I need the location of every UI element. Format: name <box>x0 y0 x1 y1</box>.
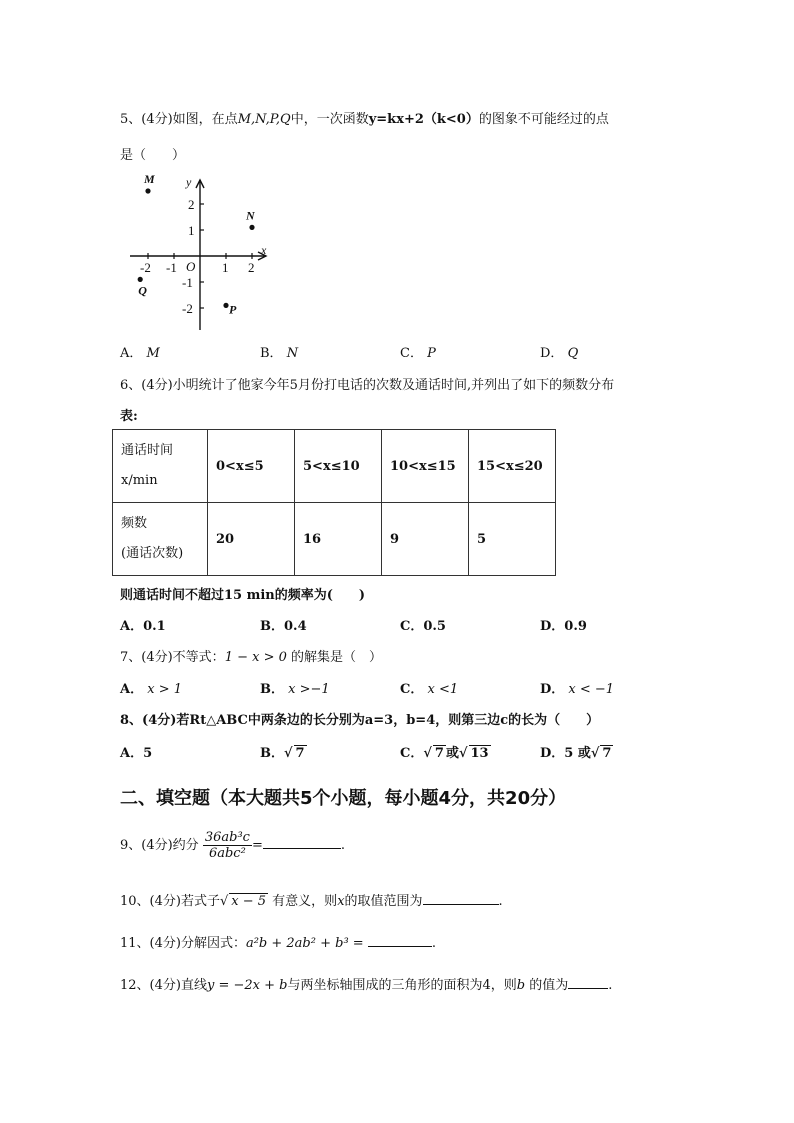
option-value: Q <box>567 346 579 361</box>
range-cell: 10<x≤15 <box>390 458 456 474</box>
y-tick-label: 2 <box>188 197 195 212</box>
sqrt-icon: √ <box>423 746 432 761</box>
count-cell: 20 <box>216 531 235 547</box>
header-count-sub: (通话次数) <box>121 546 184 561</box>
option-letter: C． <box>400 619 424 634</box>
q6-question <box>120 584 365 603</box>
option-value: x > 1 <box>147 682 182 697</box>
q5-points <box>138 172 256 316</box>
option-letter: A． <box>120 346 143 361</box>
q6-option-c[interactable] <box>400 615 446 634</box>
option-value: P <box>427 346 436 361</box>
period: . <box>431 936 436 951</box>
q5-function: y=kx+2（k<0） <box>368 112 479 127</box>
option-value: 0.1 <box>143 619 166 634</box>
option-letter: D． <box>540 682 565 697</box>
table-header-cell <box>113 503 208 576</box>
q6-question-text: 则通话时间不超过15 min的频率为( ) <box>120 588 366 603</box>
q7-option-c[interactable] <box>400 678 458 697</box>
q5-option-c[interactable] <box>400 342 436 361</box>
q9-stem-text: 9、(4分)约分 <box>120 838 199 853</box>
radicand: 7 <box>602 746 612 761</box>
q6-option-d[interactable] <box>540 615 587 634</box>
option-letter: C． <box>400 746 424 761</box>
x-axis-label: x <box>261 243 267 257</box>
equals-sign: = <box>251 838 263 853</box>
variable: b <box>516 978 526 993</box>
sqrt-icon: √ <box>590 746 600 761</box>
q5-axes <box>130 180 266 330</box>
option-letter: C． <box>400 346 423 361</box>
table-cell <box>382 503 469 576</box>
table-cell <box>295 503 382 576</box>
q6-options <box>120 615 680 635</box>
q12-stem <box>120 974 612 993</box>
option-letter: C． <box>400 682 424 697</box>
range-cell: 15<x≤20 <box>477 458 543 474</box>
q6-stem-a: 6、(4分)小明统计了他家今年5月份打电话的次数及通话时间,并列出了如下的频数分布 <box>120 378 615 393</box>
point-label-m: M <box>144 172 155 186</box>
count-cell: 9 <box>390 531 400 547</box>
q5-stem-c: 的图象不可能经过的点 <box>478 112 609 127</box>
option-value: M <box>146 346 160 361</box>
origin-label: O <box>186 259 196 274</box>
period: . <box>608 978 613 993</box>
q11-answer-blank[interactable] <box>368 932 432 947</box>
table-row <box>113 430 556 503</box>
sqrt-icon: √ <box>458 746 468 761</box>
table-cell <box>295 430 382 503</box>
sqrt-icon: √ <box>219 894 229 909</box>
q5-points-list: M,N,P,Q <box>237 112 291 127</box>
table-cell <box>208 503 295 576</box>
x-tick-label: 2 <box>248 260 255 275</box>
q8-option-d[interactable] <box>540 742 613 761</box>
option-value: x <1 <box>427 682 459 697</box>
count-cell: 5 <box>477 531 487 547</box>
q5-stem-b: 中，一次函数 <box>290 112 369 127</box>
option-letter: D． <box>540 746 565 761</box>
period: . <box>498 894 503 909</box>
table-cell <box>469 430 556 503</box>
option-value: N <box>286 346 299 361</box>
count-cell: 16 <box>303 531 322 547</box>
q12-stem-a: 12、(4分)直线 <box>120 978 207 993</box>
q5-coordinate-figure <box>118 170 288 335</box>
q11-expression: a²b + 2ab² + b³ = <box>245 936 364 951</box>
point-label-n: N <box>246 208 255 223</box>
section-2-title: 二、填空题（本大题共5个小题，每小题4分，共20分） <box>120 788 567 809</box>
point-label-p: P <box>229 302 237 317</box>
q7-stem-a: 7、(4分)不等式： <box>120 650 225 665</box>
q10-stem-a: 10、(4分)若式子 <box>120 894 220 909</box>
q8-stem-text: 8、(4分)若Rt△ABC中两条边的长分别为a=3，b=4，则第三边c的长为（ ） <box>120 713 600 728</box>
q6-option-b[interactable] <box>260 615 307 634</box>
variable: x <box>337 894 345 909</box>
q8-option-c[interactable] <box>400 742 491 761</box>
q5-option-d[interactable] <box>540 342 578 361</box>
q12-stem-b: 与两坐标轴围成的三角形的面积为4，则 <box>287 978 517 993</box>
radicand: 7 <box>295 746 305 761</box>
option-letter: B． <box>260 619 284 634</box>
q7-expression: 1 − x > 0 <box>224 650 287 665</box>
q6-option-a[interactable] <box>120 615 166 634</box>
table-cell <box>208 430 295 503</box>
point-m <box>145 188 150 193</box>
q8-stem <box>120 709 599 728</box>
q5-stem-a: 5、(4分)如图，在点 <box>120 112 238 127</box>
option-value: 0.5 <box>423 619 446 634</box>
q6-frequency-table <box>112 429 556 576</box>
option-value: 5 或 <box>564 746 591 761</box>
option-letter: D． <box>540 346 564 361</box>
option-letter: A． <box>120 619 144 634</box>
q11-stem <box>120 932 436 951</box>
header-time-label: 通话时间 <box>121 443 174 458</box>
option-letter: B． <box>260 346 283 361</box>
y-tick-label: 1 <box>188 223 195 238</box>
q6-stem-line2 <box>120 405 138 424</box>
fraction-denominator: 6abc² <box>208 846 246 861</box>
q11-stem-text: 11、(4分)分解因式： <box>120 936 246 951</box>
option-letter: A． <box>120 746 144 761</box>
option-value: x >−1 <box>288 682 330 697</box>
q12-answer-blank[interactable] <box>568 974 608 989</box>
q9-fraction <box>203 830 252 861</box>
q5-stem-d: 是（ ） <box>120 148 186 163</box>
point-q <box>138 277 143 282</box>
q5-options <box>120 342 680 362</box>
y-axis-label: y <box>186 175 192 189</box>
q8-option-a[interactable] <box>120 742 152 761</box>
radicand: 7 <box>434 746 444 761</box>
option-letter: A． <box>120 682 144 697</box>
point-label-q: Q <box>138 283 147 298</box>
header-count-label: 频数 <box>121 516 148 531</box>
x-tick-label: -2 <box>140 260 151 275</box>
q7-stem <box>120 646 382 665</box>
q12-expression: y = −2x + b <box>206 978 288 993</box>
q5-stem-line1 <box>120 108 609 127</box>
q5-stem-line2 <box>120 144 185 163</box>
q7-option-b[interactable] <box>260 678 330 697</box>
point-p <box>223 303 228 308</box>
y-tick-label: -2 <box>182 301 193 316</box>
or-word: 或 <box>445 746 459 761</box>
q9-stem <box>120 830 345 861</box>
q5-option-b[interactable] <box>260 342 298 361</box>
q10-answer-blank[interactable] <box>423 890 499 905</box>
q12-stem-c: 的值为 <box>529 978 569 993</box>
q7-option-a[interactable] <box>120 678 182 697</box>
option-value: x < −1 <box>568 682 615 697</box>
q5-option-a[interactable] <box>120 342 160 361</box>
range-cell: 0<x≤5 <box>216 458 264 474</box>
x-tick-label: 1 <box>222 260 229 275</box>
q7-options <box>120 678 680 698</box>
q8-option-b[interactable] <box>260 742 307 761</box>
point-n <box>249 225 254 230</box>
x-tick-label: -1 <box>166 260 177 275</box>
table-cell <box>469 503 556 576</box>
option-letter: D． <box>540 619 565 634</box>
q8-options <box>120 742 680 766</box>
sqrt-icon: √ <box>284 746 293 761</box>
q6-stem-b: 表: <box>120 409 138 424</box>
option-value: 5 <box>143 746 153 761</box>
period: . <box>340 838 345 853</box>
y-tick-label: -1 <box>182 275 193 290</box>
option-value: 0.4 <box>284 619 307 634</box>
table-cell <box>382 430 469 503</box>
table-header-cell <box>113 430 208 503</box>
header-time-unit: x/min <box>121 473 158 488</box>
option-letter: B． <box>260 682 284 697</box>
q9-answer-blank[interactable] <box>263 834 341 849</box>
table-row <box>113 503 556 576</box>
q10-stem-b: 有意义，则 <box>272 894 338 909</box>
q7-stem-b: 的解集是（ ） <box>291 650 383 665</box>
radicand: x − 5 <box>231 894 267 909</box>
q10-stem-c: 的取值范围为 <box>344 894 423 909</box>
range-cell: 5<x≤10 <box>303 458 360 474</box>
q6-stem-line1 <box>120 374 614 393</box>
q10-stem <box>120 890 503 909</box>
option-letter: B． <box>260 746 284 761</box>
radicand: 13 <box>470 746 489 761</box>
fraction-numerator: 36ab³c <box>204 830 250 845</box>
option-value: 0.9 <box>564 619 587 634</box>
q7-option-d[interactable] <box>540 678 614 697</box>
